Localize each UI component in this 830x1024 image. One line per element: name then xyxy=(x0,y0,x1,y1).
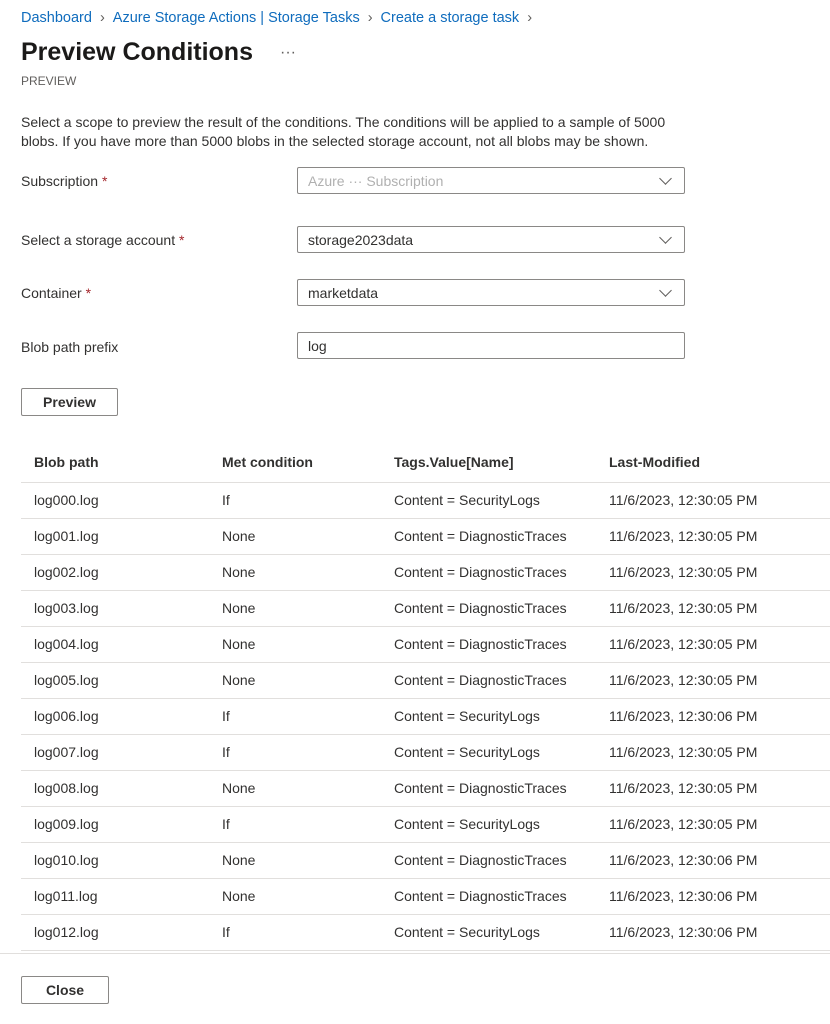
tag-value-cell: Content = SecurityLogs xyxy=(381,482,596,518)
blob-path-cell: log011.log xyxy=(21,878,209,914)
footer-divider xyxy=(0,953,830,954)
chevron-down-icon xyxy=(659,231,672,244)
blob-path-cell: log007.log xyxy=(21,734,209,770)
blob-path-cell: log008.log xyxy=(21,770,209,806)
met-condition-cell: None xyxy=(209,626,381,662)
met-condition-cell: If xyxy=(209,734,381,770)
table-row[interactable] xyxy=(21,698,830,734)
chevron-right-icon: › xyxy=(367,10,373,26)
col-met-condition[interactable]: Met condition xyxy=(222,453,313,470)
blob-path-cell: log005.log xyxy=(21,662,209,698)
table-row[interactable] xyxy=(21,806,830,842)
breadcrumb-dashboard[interactable]: Dashboard xyxy=(21,10,92,26)
close-button[interactable]: Close xyxy=(21,976,109,1004)
container-label: Container * xyxy=(21,285,92,301)
blob-path-cell: log003.log xyxy=(21,590,209,626)
col-blob-path[interactable]: Blob path xyxy=(34,453,99,470)
breadcrumb-storage-tasks[interactable]: Azure Storage Actions | Storage Tasks xyxy=(112,10,360,26)
last-modified-cell: 11/6/2023, 12:30:05 PM xyxy=(596,806,830,842)
chevron-right-icon: › xyxy=(527,10,533,26)
tag-value-cell: Content = DiagnosticTraces xyxy=(381,842,596,878)
tag-value-cell: Content = DiagnosticTraces xyxy=(381,662,596,698)
chevron-down-icon xyxy=(659,284,672,297)
breadcrumb-create-task[interactable]: Create a storage task xyxy=(380,10,520,26)
preview-button[interactable]: Preview xyxy=(21,388,118,416)
storage-account-label: Select a storage account * xyxy=(21,232,185,248)
last-modified-cell: 11/6/2023, 12:30:05 PM xyxy=(596,518,830,554)
col-tags[interactable]: Tags.Value[Name] xyxy=(394,453,514,470)
tag-value-cell: Content = SecurityLogs xyxy=(381,734,596,770)
tag-value-cell: Content = DiagnosticTraces xyxy=(381,554,596,590)
met-condition-cell: None xyxy=(209,662,381,698)
last-modified-cell: 11/6/2023, 12:30:05 PM xyxy=(596,590,830,626)
last-modified-cell: 11/6/2023, 12:30:06 PM xyxy=(596,698,830,734)
description: Select a scope to preview the result of the conditions. The conditions will be applied to a sample of 5000 blobs. If you have more than 5000 blobs in the selected storage account, not all blobs may be shown. xyxy=(21,114,666,149)
chevron-right-icon: › xyxy=(99,10,105,26)
table-row[interactable] xyxy=(21,842,830,878)
blob-path-cell: log000.log xyxy=(21,482,209,518)
met-condition-cell: None xyxy=(209,878,381,914)
met-condition-cell: If xyxy=(209,806,381,842)
met-condition-cell: None xyxy=(209,554,381,590)
tag-value-cell: Content = DiagnosticTraces xyxy=(381,518,596,554)
blob-path-cell: log001.log xyxy=(21,518,209,554)
last-modified-cell: 11/6/2023, 12:30:06 PM xyxy=(596,914,830,950)
met-condition-cell: None xyxy=(209,842,381,878)
table-header xyxy=(21,442,830,482)
breadcrumb xyxy=(21,10,532,26)
prefix-input[interactable]: log xyxy=(297,332,685,359)
tag-value-cell: Content = SecurityLogs xyxy=(381,806,596,842)
container-dropdown[interactable]: marketdata xyxy=(297,279,685,306)
blob-path-cell: log010.log xyxy=(21,842,209,878)
last-modified-cell: 11/6/2023, 12:30:06 PM xyxy=(596,842,830,878)
tag-value-cell: Content = DiagnosticTraces xyxy=(381,590,596,626)
met-condition-cell: If xyxy=(209,698,381,734)
tag-value-cell: Content = DiagnosticTraces xyxy=(381,770,596,806)
met-condition-cell: None xyxy=(209,770,381,806)
blob-path-cell: log006.log xyxy=(21,698,209,734)
last-modified-cell: 11/6/2023, 12:30:05 PM xyxy=(596,734,830,770)
page-subtitle: PREVIEW xyxy=(21,74,77,88)
tag-value-cell: Content = DiagnosticTraces xyxy=(381,626,596,662)
tag-value-cell: Content = SecurityLogs xyxy=(381,698,596,734)
chevron-down-icon xyxy=(659,172,672,185)
more-options-icon[interactable]: ··· xyxy=(280,44,296,61)
col-last-modified[interactable]: Last-Modified xyxy=(609,453,700,470)
last-modified-cell: 11/6/2023, 12:30:05 PM xyxy=(596,662,830,698)
table-row[interactable] xyxy=(21,554,830,590)
table-row[interactable] xyxy=(21,734,830,770)
results-table xyxy=(21,442,830,951)
tag-value-cell: Content = SecurityLogs xyxy=(381,914,596,950)
table-row[interactable] xyxy=(21,590,830,626)
table-row[interactable] xyxy=(21,770,830,806)
last-modified-cell: 11/6/2023, 12:30:05 PM xyxy=(596,626,830,662)
page-title: Preview Conditions xyxy=(21,38,253,66)
table-row[interactable] xyxy=(21,878,830,914)
blob-path-cell: log012.log xyxy=(21,914,209,950)
table-row[interactable] xyxy=(21,626,830,662)
table-row[interactable] xyxy=(21,914,830,950)
met-condition-cell: None xyxy=(209,518,381,554)
met-condition-cell: If xyxy=(209,482,381,518)
storage-account-dropdown[interactable]: storage2023data xyxy=(297,226,685,253)
met-condition-cell: None xyxy=(209,590,381,626)
blob-path-cell: log002.log xyxy=(21,554,209,590)
tag-value-cell: Content = DiagnosticTraces xyxy=(381,878,596,914)
last-modified-cell: 11/6/2023, 12:30:05 PM xyxy=(596,482,830,518)
table-row[interactable] xyxy=(21,482,830,518)
blob-path-cell: log004.log xyxy=(21,626,209,662)
last-modified-cell: 11/6/2023, 12:30:05 PM xyxy=(596,554,830,590)
subscription-label: Subscription * xyxy=(21,173,108,189)
last-modified-cell: 11/6/2023, 12:30:06 PM xyxy=(596,878,830,914)
blob-path-cell: log009.log xyxy=(21,806,209,842)
last-modified-cell: 11/6/2023, 12:30:05 PM xyxy=(596,770,830,806)
met-condition-cell: If xyxy=(209,914,381,950)
table-row[interactable] xyxy=(21,662,830,698)
table-row[interactable] xyxy=(21,518,830,554)
prefix-label: Blob path prefix xyxy=(21,339,119,355)
subscription-dropdown[interactable]: Azure ··· Subscription xyxy=(297,167,685,194)
